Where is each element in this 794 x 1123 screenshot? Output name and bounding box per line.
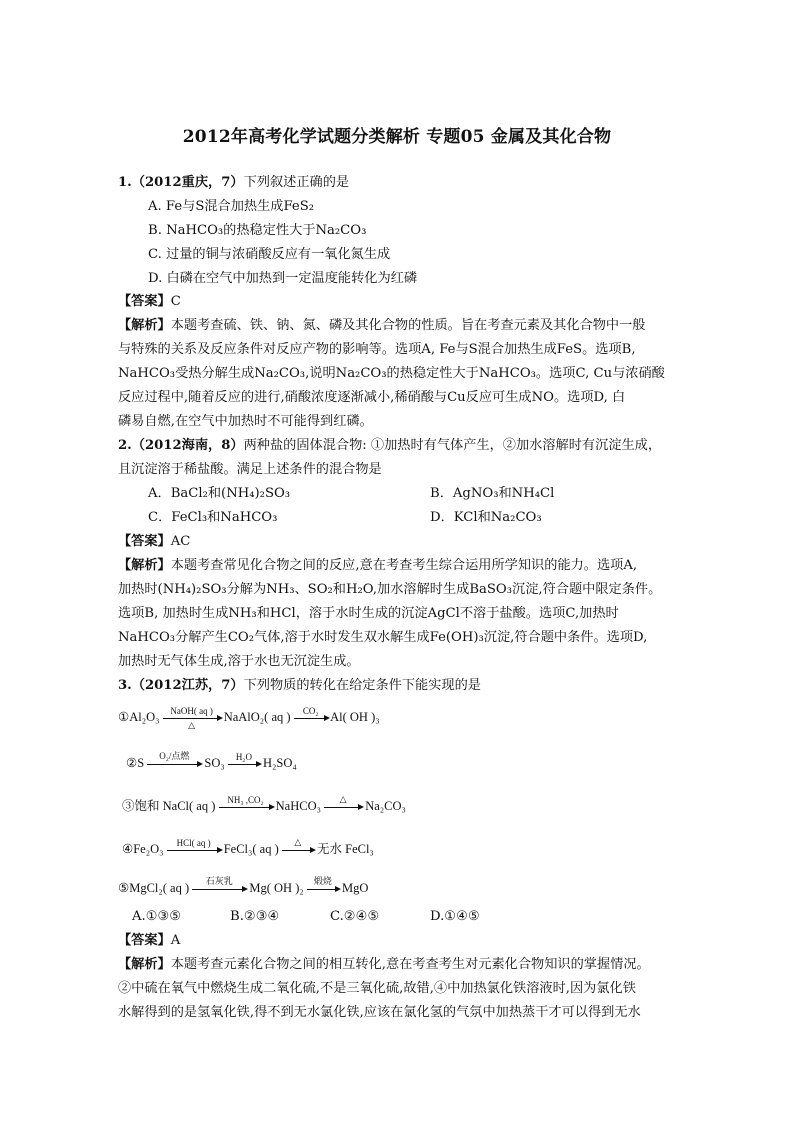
q1-explanation-line: 反应过程中,随着反应的进行,硝酸浓度逐渐减小,稀硝酸与Cu反应可生成NO。选项D, 白 — [118, 390, 626, 405]
q2-explanation-line: 加热时(NH₄)₂SO₃分解为NH₃、SO₂和H₂O,加水溶解时生成BaSO₃沉淀,符合题中限定条件。 — [118, 582, 662, 597]
q1-stem: 1.（2012重庆，7）下列叙述正确的是 — [118, 175, 350, 190]
q1-explanation-line: NaHCO₃受热分解生成Na₂CO₃,说明Na₂CO₃的热稳定性大于NaHCO₃。选项C, Cu与浓硝酸 — [118, 366, 665, 381]
q3-explanation-line: ②中硫在氧气中燃烧生成二氧化硫,不是三氧化硫,故错,④中加热氯化铁溶液时,因为氯化铁 — [118, 981, 636, 996]
reaction-arrow: CO₂ — [294, 718, 328, 719]
q3-option-d: D.①④⑤ — [430, 909, 480, 924]
reaction-arrow: △ — [324, 807, 362, 808]
q1-option-d: D. 白磷在空气中加热到一定温度能转化为红磷 — [148, 271, 418, 286]
q1-number: 1.（2012重庆，7） — [118, 175, 244, 190]
reaction-arrow: 煅烧 — [307, 889, 339, 890]
q2-stem-cont: 且沉淀溶于稀盐酸。满足上述条件的混合物是 — [118, 462, 382, 477]
q2-answer: 【答案】AC — [118, 534, 191, 549]
reaction-1: ①Al₂O₃ NaOH( aq ) △ NaAlO₂( aq ) CO₂ Al( OH )₃ — [118, 705, 380, 730]
q1-option-b: B. NaHCO₃的热稳定性大于Na₂CO₃ — [148, 223, 367, 238]
q2-explanation-line: 加热时无气体生成,溶于水也无沉淀生成。 — [118, 654, 360, 669]
q3-option-a: A.①③⑤ — [132, 909, 182, 924]
q3-answer: 【答案】A — [118, 933, 181, 948]
reaction-arrow: NH₃ ,CO₂ — [219, 807, 273, 808]
reaction-5: ⑤MgCl₂( aq ) 石灰乳 Mg( OH )₂ 煅烧 MgO — [118, 875, 369, 895]
q1-explanation-line: 磷易自燃,在空气中加热时不可能得到红磷。 — [118, 414, 373, 429]
page-title: 2012年高考化学试题分类解析 专题05 金属及其化合物 — [182, 127, 612, 147]
q3-explanation-line: 【解析】本题考查元素化合物之间的相互转化,意在考查考生对元素化合物知识的掌握情况。 — [118, 957, 650, 972]
q1-explanation-line: 与特殊的关系及反应条件对反应产物的影响等。选项A, Fe与S混合加热生成FeS。选项B, — [118, 342, 636, 357]
reaction-2: ②S O₂/点燃 SO₃ H₂O H₂SO₄ — [126, 750, 297, 770]
q2-option-d: D．KCl和Na₂CO₃ — [430, 510, 542, 525]
reaction-arrow: O₂/点燃 — [147, 764, 201, 765]
q2-option-b: B．AgNO₃和NH₄Cl — [430, 486, 555, 501]
q1-explanation-line: 【解析】本题考查硫、铁、钠、氮、磷及其化合物的性质。旨在考查元素及其化合物中一般 — [118, 318, 646, 333]
reaction-3: ③饱和 NaCl( aq ) NH₃ ,CO₂ NaHCO₃ △ Na₂CO₃ — [122, 793, 406, 813]
q3-option-b: B.②③④ — [230, 909, 280, 924]
q2-number: 2.（2012海南，8） — [118, 438, 244, 453]
reaction-arrow: HCl( aq ) — [167, 850, 221, 851]
q1-option-c: C. 过量的铜与浓硝酸反应有一氧化氮生成 — [148, 247, 391, 262]
q2-explanation-line: 【解析】本题考查常见化合物之间的反应,意在考查考生综合运用所学知识的能力。选项A, — [118, 558, 638, 573]
q3-option-c: C.②④⑤ — [330, 909, 380, 924]
q2-option-c: C．FeCl₃和NaHCO₃ — [148, 510, 278, 525]
reaction-arrow: NaOH( aq ) △ — [163, 718, 221, 719]
q2-explanation-line: 选项B, 加热时生成NH₃和HCl，溶于水时生成的沉淀AgCl不溶于盐酸。选项C,加热时 — [118, 606, 619, 621]
reaction-arrow: H₂O — [228, 764, 260, 765]
q2-explanation-line: NaHCO₃分解产生CO₂气体,溶于水时发生双水解生成Fe(OH)₃沉淀,符合题中条件。选项D, — [118, 630, 648, 645]
q1-answer: 【答案】C — [118, 294, 181, 309]
q1-option-a: A. Fe与S混合加热生成FeS₂ — [148, 199, 315, 214]
q2-option-a: A．BaCl₂和(NH₄)₂SO₃ — [148, 486, 291, 501]
q3-number: 3.（2012江苏，7） — [118, 678, 244, 693]
reaction-arrow: 石灰乳 — [192, 889, 246, 890]
q3-stem: 3.（2012江苏，7）下列物质的转化在给定条件下能实现的是 — [118, 678, 481, 693]
reaction-4: ④Fe₂O₃ HCl( aq ) FeCl₃( aq ) △ 无水 FeCl₃ — [122, 836, 374, 856]
q3-explanation-line: 水解得到的是氢氧化铁,得不到无水氯化铁,应该在氯化氢的气氛中加热蒸干才可以得到无水 — [118, 1005, 641, 1020]
reaction-arrow: △ — [282, 850, 314, 851]
q2-stem: 2.（2012海南，8）两种盐的固体混合物: ①加热时有气体产生，②加水溶解时有沉淀生成， — [118, 438, 662, 453]
